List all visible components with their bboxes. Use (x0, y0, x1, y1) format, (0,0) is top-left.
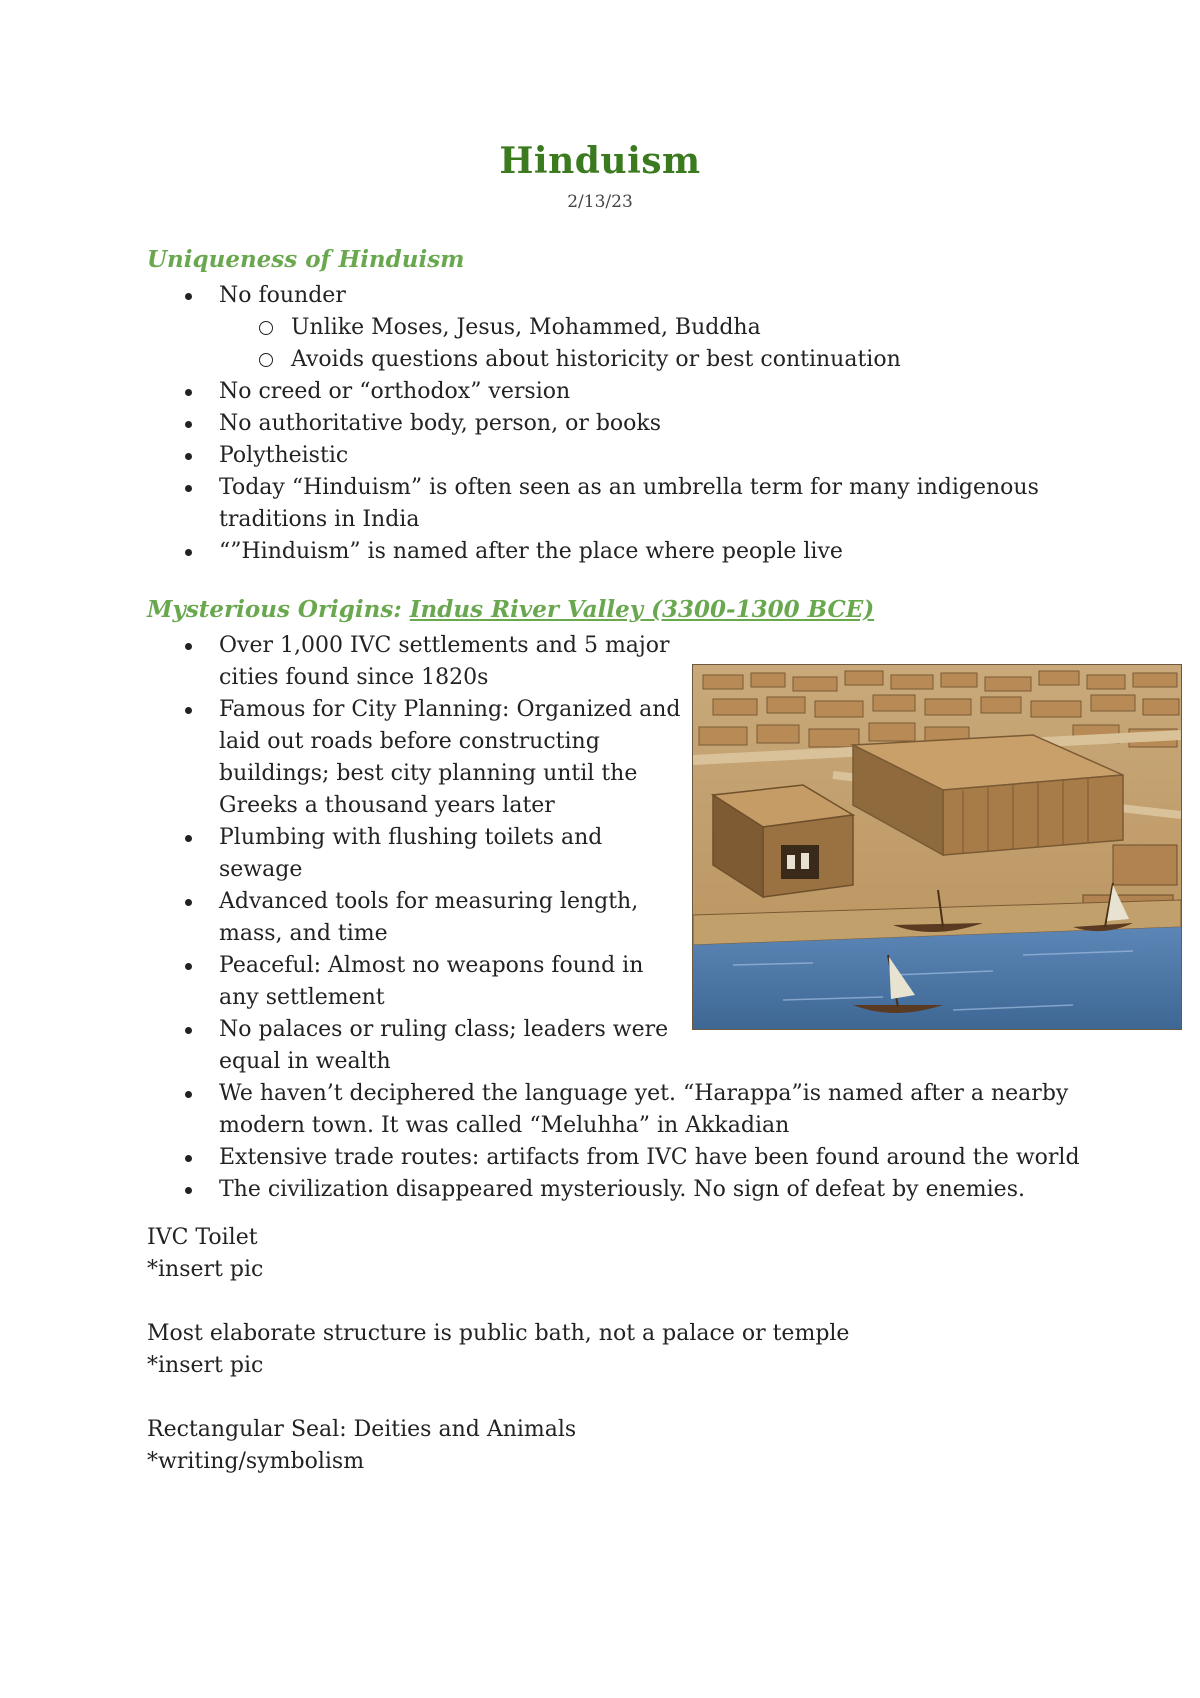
note-writing-symbolism: *writing/symbolism (147, 1449, 365, 1474)
list-item: Plumbing with flushing toilets and (147, 822, 1080, 854)
note-ivc-toilet: IVC Toilet (147, 1225, 258, 1250)
bullet-icon (185, 643, 192, 650)
bullet-icon (185, 293, 192, 300)
list-item: No authoritative body, person, or books (147, 408, 1039, 440)
list-item: No creed or “orthodox” version (147, 376, 1039, 408)
bullet-icon (185, 963, 192, 970)
list-item: We haven’t deciphered the language yet. “Harappa”is named after a nearby (147, 1078, 1080, 1110)
list-item-continuation: buildings; best city planning until the (219, 761, 638, 786)
note-insert-pic: *insert pic (147, 1353, 264, 1378)
list-item-continuation: Greeks a thousand years later (219, 793, 555, 818)
indus-city-illustration (692, 664, 1182, 1030)
list-item: No palaces or ruling class; leaders were (147, 1014, 1080, 1046)
bullet-icon (185, 389, 192, 396)
bullet-icon (185, 421, 192, 428)
list-item: No founder (147, 280, 1039, 312)
bullet-icon (185, 835, 192, 842)
list-item-continuation: laid out roads before constructing (219, 729, 600, 754)
uniqueness-list (147, 280, 1039, 568)
document-title: Hinduism (499, 140, 701, 182)
list-item: Polytheistic (147, 440, 1039, 472)
bullet-icon (185, 1027, 192, 1034)
indus-valley-link[interactable]: Indus River Valley (3300-1300 BCE) (409, 596, 875, 623)
list-item: Famous for City Planning: Organized and (147, 694, 1080, 726)
list-item-continuation: mass, and time (219, 921, 388, 946)
bullet-icon (185, 707, 192, 714)
bullet-icon (185, 899, 192, 906)
hollow-bullet-icon (259, 321, 273, 335)
list-item: Avoids questions about historicity or best continuation (147, 344, 1039, 376)
bullet-icon (185, 453, 192, 460)
note-rectangular-seal: Rectangular Seal: Deities and Animals (147, 1417, 577, 1442)
section-heading-uniqueness: Uniqueness of Hinduism (147, 246, 465, 273)
list-item-continuation: any settlement (219, 985, 385, 1010)
list-item: Unlike Moses, Jesus, Mohammed, Buddha (147, 312, 1039, 344)
list-item-continuation: traditions in India (219, 507, 420, 532)
list-item: “”Hinduism” is named after the place where people live (147, 536, 1039, 568)
document-date: 2/13/23 (567, 192, 633, 212)
bullet-icon (185, 549, 192, 556)
note-public-bath: Most elaborate structure is public bath, not a palace or temple (147, 1321, 850, 1346)
bullet-icon (185, 1155, 192, 1162)
section-heading-origins: Mysterious Origins: Indus River Valley (3300-1300 BCE) (147, 596, 875, 623)
bullet-icon (185, 1187, 192, 1194)
list-item: Today “Hinduism” is often seen as an umbrella term for many indigenous (147, 472, 1039, 504)
list-item: The civilization disappeared mysteriously. No sign of defeat by enemies. (147, 1174, 1080, 1206)
list-item: Extensive trade routes: artifacts from IVC have been found around the world (147, 1142, 1080, 1174)
bullet-icon (185, 485, 192, 492)
list-item: Over 1,000 IVC settlements and 5 major (147, 630, 1080, 662)
note-insert-pic: *insert pic (147, 1257, 264, 1282)
hollow-bullet-icon (259, 353, 273, 367)
bullet-icon (185, 1091, 192, 1098)
list-item: Peaceful: Almost no weapons found in (147, 950, 1080, 982)
list-item-continuation: sewage (219, 857, 303, 882)
list-item: Advanced tools for measuring length, (147, 886, 1080, 918)
list-item-continuation: cities found since 1820s (219, 665, 489, 690)
list-item-continuation: modern town. It was called “Meluhha” in Akkadian (219, 1113, 790, 1138)
list-item-continuation: equal in wealth (219, 1049, 391, 1074)
